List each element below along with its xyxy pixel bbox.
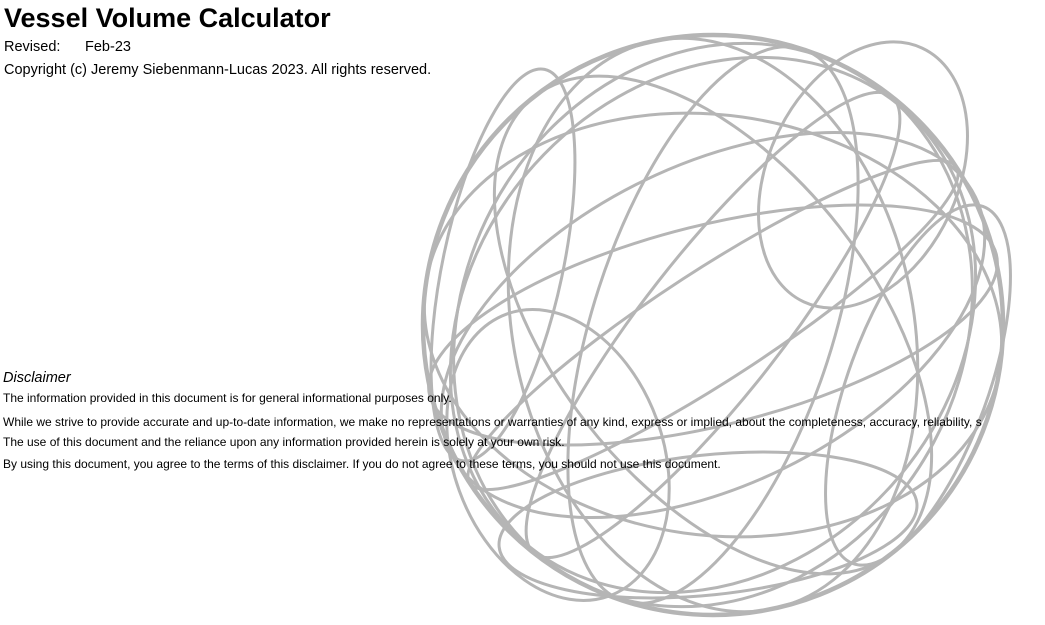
disclaimer-line: While we strive to provide accurate and up-to-date information, we make no representations or warranties of any kind, express or implied, about the completeness, accuracy, reliability, s	[3, 415, 982, 429]
revised-date: Feb-23	[85, 39, 131, 55]
copyright-notice: Copyright (c) Jeremy Siebenmann-Lucas 2023. All rights reserved.	[4, 62, 432, 78]
document-title: Vessel Volume Calculator	[4, 3, 331, 33]
revised-label: Revised:	[4, 39, 61, 55]
revised-row	[4, 38, 131, 56]
disclaimer-line: By using this document, you agree to the terms of this disclaimer. If you do not agree to these terms, you should not use this document.	[3, 457, 721, 471]
disclaimer-heading: Disclaimer	[3, 370, 71, 386]
disclaimer-line: The use of this document and the reliance upon any information provided herein is solely at your own risk.	[3, 435, 565, 449]
disclaimer-line: The information provided in this document is for general informational purposes only.	[3, 391, 452, 405]
